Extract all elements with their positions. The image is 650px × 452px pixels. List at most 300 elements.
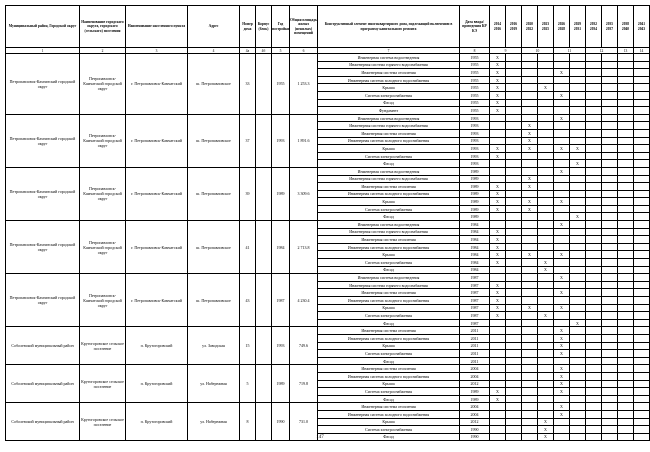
period-mark-cell xyxy=(522,160,538,168)
period-mark-cell xyxy=(490,334,506,342)
period-mark-cell xyxy=(618,205,634,213)
header-cell: Наименование населенного пункта xyxy=(126,6,188,48)
period-mark-cell xyxy=(554,228,570,236)
period-mark-cell xyxy=(618,380,634,388)
period-mark-cell xyxy=(506,160,522,168)
period-mark-cell xyxy=(634,91,650,99)
period-mark-cell: X xyxy=(570,160,586,168)
structural-element-cell: Крыша xyxy=(318,84,460,92)
structural-element-cell: Система электроснабжения xyxy=(318,312,460,320)
structural-element-cell: Система электроснабжения xyxy=(318,205,460,213)
period-mark-cell xyxy=(586,342,602,350)
period-mark-cell xyxy=(602,319,618,327)
municipal-district-cell: Петропавловск-Камчатский городской округ xyxy=(6,221,80,274)
period-mark-cell xyxy=(602,410,618,418)
period-mark-cell xyxy=(538,145,554,153)
period-mark-cell xyxy=(618,228,634,236)
repair-date-cell: 1955 xyxy=(460,76,490,84)
period-mark-cell xyxy=(618,198,634,206)
period-mark-cell xyxy=(538,175,554,183)
house-number-cell: 41 xyxy=(240,221,256,274)
repair-date-cell: 1955 xyxy=(460,91,490,99)
period-mark-cell xyxy=(522,84,538,92)
period-mark-cell: X xyxy=(522,122,538,130)
period-mark-cell xyxy=(570,99,586,107)
period-mark-cell xyxy=(634,221,650,229)
structural-element-cell: Крыша xyxy=(318,418,460,426)
period-mark-cell xyxy=(506,289,522,297)
header-cell: Адрес xyxy=(188,6,240,48)
period-mark-cell xyxy=(554,175,570,183)
repair-date-cell: 1989 xyxy=(460,183,490,191)
period-mark-cell xyxy=(618,259,634,267)
period-mark-cell xyxy=(586,274,602,282)
period-mark-cell: X xyxy=(522,198,538,206)
column-number: 12 xyxy=(586,48,618,54)
structural-element-cell: Фасад xyxy=(318,357,460,365)
period-mark-cell xyxy=(570,426,586,434)
header-cell: Наименование городского округа, городского (сельского) поселения xyxy=(80,6,126,48)
period-mark-cell xyxy=(634,122,650,130)
period-mark-cell xyxy=(602,342,618,350)
period-mark-cell xyxy=(554,129,570,137)
period-mark-cell xyxy=(602,372,618,380)
period-mark-cell xyxy=(538,213,554,221)
period-mark-cell xyxy=(602,281,618,289)
period-mark-cell xyxy=(634,243,650,251)
period-mark-cell xyxy=(538,61,554,69)
structural-element-cell: Инженерная система холодного водоснабжения xyxy=(318,190,460,198)
repair-date-cell: 1984 xyxy=(460,228,490,236)
repair-date-cell: 1989 xyxy=(460,395,490,403)
period-mark-cell xyxy=(602,274,618,282)
period-mark-cell xyxy=(506,395,522,403)
period-mark-cell xyxy=(618,289,634,297)
period-mark-cell xyxy=(634,357,650,365)
period-mark-cell: X xyxy=(490,228,506,236)
period-mark-cell xyxy=(570,243,586,251)
period-mark-cell xyxy=(506,152,522,160)
period-mark-cell xyxy=(570,228,586,236)
house-number-cell: 8 xyxy=(240,403,256,441)
build-year-cell: 1993 xyxy=(272,114,290,167)
period-mark-cell xyxy=(522,410,538,418)
period-mark-cell xyxy=(634,319,650,327)
period-mark-cell xyxy=(506,357,522,365)
repair-date-cell: 1989 xyxy=(460,198,490,206)
period-mark-cell: X xyxy=(554,274,570,282)
period-mark-cell xyxy=(538,388,554,396)
period-mark-cell xyxy=(554,395,570,403)
structural-element-cell: Инженерная система водоотведения xyxy=(318,167,460,175)
address-cell: ш. Петропавловское xyxy=(188,274,240,327)
area-cell: 2 713.8 xyxy=(290,221,318,274)
period-mark-cell xyxy=(602,365,618,373)
repair-date-cell: 1989 xyxy=(460,175,490,183)
period-mark-cell xyxy=(634,395,650,403)
period-mark-cell xyxy=(538,69,554,77)
period-mark-cell xyxy=(634,410,650,418)
period-mark-cell xyxy=(506,312,522,320)
block-cell xyxy=(256,327,272,365)
period-mark-cell xyxy=(554,61,570,69)
period-mark-cell xyxy=(602,137,618,145)
period-mark-cell xyxy=(506,365,522,373)
period-mark-cell: X xyxy=(490,91,506,99)
period-mark-cell xyxy=(538,114,554,122)
period-mark-cell xyxy=(554,319,570,327)
period-mark-cell xyxy=(570,175,586,183)
period-mark-cell xyxy=(602,129,618,137)
build-year-cell: 1990 xyxy=(272,403,290,441)
period-mark-cell xyxy=(522,69,538,77)
repair-date-cell: 1993 xyxy=(460,145,490,153)
period-mark-cell xyxy=(634,388,650,396)
period-mark-cell xyxy=(538,76,554,84)
area-cell: 719.8 xyxy=(290,365,318,403)
period-mark-cell xyxy=(490,365,506,373)
period-mark-cell xyxy=(522,167,538,175)
period-mark-cell xyxy=(490,160,506,168)
structural-element-cell: Инженерная система горячего водоснабжения xyxy=(318,175,460,183)
period-mark-cell xyxy=(618,297,634,305)
period-mark-cell xyxy=(570,266,586,274)
period-mark-cell xyxy=(538,281,554,289)
structural-element-cell: Система электроснабжения xyxy=(318,259,460,267)
repair-date-cell: 2011 xyxy=(460,334,490,342)
period-mark-cell xyxy=(602,205,618,213)
period-mark-cell xyxy=(586,388,602,396)
period-mark-cell xyxy=(602,190,618,198)
period-mark-cell: X xyxy=(522,205,538,213)
period-mark-cell xyxy=(506,91,522,99)
period-mark-cell xyxy=(554,312,570,320)
structural-element-cell: Инженерная система отопления xyxy=(318,236,460,244)
period-mark-cell xyxy=(602,251,618,259)
settlement-cell: Крутогоровское сельское поселение xyxy=(80,365,126,403)
structural-element-cell: Фасад xyxy=(318,395,460,403)
period-mark-cell xyxy=(490,410,506,418)
repair-date-cell: 1984 xyxy=(460,221,490,229)
period-mark-cell xyxy=(506,304,522,312)
period-mark-cell: X xyxy=(490,190,506,198)
period-mark-cell xyxy=(538,54,554,62)
period-mark-cell: X xyxy=(490,99,506,107)
period-mark-cell xyxy=(634,175,650,183)
period-mark-cell xyxy=(538,167,554,175)
period-mark-cell xyxy=(522,221,538,229)
period-mark-cell xyxy=(634,76,650,84)
period-mark-cell xyxy=(538,190,554,198)
period-mark-cell xyxy=(634,114,650,122)
period-mark-cell xyxy=(538,183,554,191)
period-mark-cell xyxy=(634,61,650,69)
period-mark-cell xyxy=(618,403,634,411)
period-mark-cell xyxy=(602,289,618,297)
structural-element-cell: Инженерная система горячего водоснабжения xyxy=(318,228,460,236)
period-mark-cell xyxy=(634,137,650,145)
structural-element-cell: Инженерная система отопления xyxy=(318,403,460,411)
build-year-cell: 1955 xyxy=(272,54,290,115)
period-mark-cell xyxy=(618,152,634,160)
repair-date-cell: 1993 xyxy=(460,152,490,160)
period-mark-cell xyxy=(570,190,586,198)
period-mark-cell xyxy=(634,380,650,388)
structural-element-cell: Система электроснабжения xyxy=(318,426,460,434)
period-mark-cell xyxy=(634,372,650,380)
period-mark-cell xyxy=(570,236,586,244)
period-mark-cell xyxy=(554,122,570,130)
area-cell: 4 230.4 xyxy=(290,274,318,327)
period-mark-cell xyxy=(602,175,618,183)
period-mark-cell xyxy=(602,312,618,320)
repair-date-cell: 1987 xyxy=(460,304,490,312)
period-mark-cell xyxy=(634,167,650,175)
settlement-cell: Петропавловск-Камчатский городской округ xyxy=(80,54,126,115)
period-mark-cell xyxy=(586,114,602,122)
period-mark-cell xyxy=(618,372,634,380)
period-mark-cell xyxy=(522,319,538,327)
period-mark-cell xyxy=(634,152,650,160)
structural-element-cell: Инженерная система отопления xyxy=(318,69,460,77)
period-mark-cell xyxy=(618,266,634,274)
header-cell: Корпус (блок) xyxy=(256,6,272,48)
municipal-district-cell: Петропавловск-Камчатский городской округ xyxy=(6,54,80,115)
period-mark-cell xyxy=(634,228,650,236)
period-mark-cell xyxy=(618,99,634,107)
structural-element-cell: Инженерная система отопления xyxy=(318,289,460,297)
period-mark-cell xyxy=(554,152,570,160)
house-number-cell: 37 xyxy=(240,114,256,167)
period-mark-cell xyxy=(490,213,506,221)
period-mark-cell xyxy=(634,266,650,274)
period-mark-cell xyxy=(570,61,586,69)
period-mark-cell: X xyxy=(554,91,570,99)
period-mark-cell xyxy=(522,213,538,221)
repair-date-cell: 1989 xyxy=(460,213,490,221)
period-mark-cell xyxy=(602,69,618,77)
build-year-cell: 1984 xyxy=(272,221,290,274)
structural-element-cell: Инженерная система холодного водоснабжения xyxy=(318,76,460,84)
block-cell xyxy=(256,54,272,115)
period-mark-cell xyxy=(570,84,586,92)
repair-date-cell: 2011 xyxy=(460,350,490,358)
period-mark-cell xyxy=(618,251,634,259)
period-mark-cell xyxy=(506,350,522,358)
period-mark-cell xyxy=(570,372,586,380)
table-row xyxy=(6,327,650,335)
period-mark-cell xyxy=(586,61,602,69)
period-mark-cell: X xyxy=(522,129,538,137)
column-number: 2 xyxy=(80,48,126,54)
period-mark-cell xyxy=(506,145,522,153)
period-mark-cell: X xyxy=(554,221,570,229)
period-mark-cell xyxy=(522,236,538,244)
structural-element-cell: Крыша xyxy=(318,251,460,259)
period-mark-cell xyxy=(570,183,586,191)
locality-cell: п. Крутогоровский xyxy=(126,365,188,403)
period-mark-cell xyxy=(634,183,650,191)
period-mark-cell xyxy=(570,380,586,388)
period-mark-cell xyxy=(506,319,522,327)
period-mark-cell xyxy=(490,129,506,137)
period-mark-cell xyxy=(586,266,602,274)
structural-element-cell: Фасад xyxy=(318,433,460,441)
period-mark-cell xyxy=(506,137,522,145)
period-mark-cell xyxy=(618,350,634,358)
capital-repair-table xyxy=(5,5,650,441)
period-mark-cell xyxy=(618,160,634,168)
table-row xyxy=(6,114,650,122)
period-mark-cell: X xyxy=(490,69,506,77)
period-mark-cell xyxy=(618,312,634,320)
period-mark-cell: X xyxy=(490,395,506,403)
repair-date-cell: 1987 xyxy=(460,297,490,305)
locality-cell: п. Крутогоровский xyxy=(126,327,188,365)
period-mark-cell xyxy=(618,213,634,221)
repair-date-cell: 2011 xyxy=(460,327,490,335)
header-cell: 2032 2034 xyxy=(586,6,602,48)
address-cell: ш. Петропавловское xyxy=(188,221,240,274)
structural-element-cell: Инженерная система водоотведения xyxy=(318,274,460,282)
structural-element-cell: Крыша xyxy=(318,304,460,312)
period-mark-cell: X xyxy=(554,350,570,358)
period-mark-cell xyxy=(602,213,618,221)
period-mark-cell: X xyxy=(490,281,506,289)
period-mark-cell xyxy=(586,175,602,183)
table-row xyxy=(6,167,650,175)
period-mark-cell xyxy=(586,91,602,99)
period-mark-cell xyxy=(522,297,538,305)
address-cell: ш. Петропавловское xyxy=(188,54,240,115)
period-mark-cell xyxy=(586,297,602,305)
period-mark-cell xyxy=(618,274,634,282)
period-mark-cell xyxy=(618,410,634,418)
period-mark-cell xyxy=(554,99,570,107)
period-mark-cell xyxy=(602,228,618,236)
period-mark-cell: X xyxy=(490,205,506,213)
period-mark-cell xyxy=(506,54,522,62)
period-mark-cell xyxy=(506,251,522,259)
period-mark-cell xyxy=(538,99,554,107)
period-mark-cell xyxy=(586,319,602,327)
period-mark-cell xyxy=(618,54,634,62)
period-mark-cell xyxy=(538,91,554,99)
period-mark-cell: X xyxy=(522,251,538,259)
period-mark-cell xyxy=(554,183,570,191)
header-cell: Муниципальный район, Городской округ xyxy=(6,6,80,48)
period-mark-cell: X xyxy=(570,319,586,327)
period-mark-cell xyxy=(634,304,650,312)
area-cell: 1 891.6 xyxy=(290,114,318,167)
period-mark-cell xyxy=(506,167,522,175)
period-mark-cell xyxy=(570,350,586,358)
period-mark-cell xyxy=(586,228,602,236)
period-mark-cell xyxy=(490,167,506,175)
period-mark-cell xyxy=(538,395,554,403)
period-mark-cell xyxy=(538,410,554,418)
repair-date-cell: 2004 xyxy=(460,365,490,373)
repair-date-cell: 2011 xyxy=(460,342,490,350)
period-mark-cell xyxy=(538,350,554,358)
period-mark-cell xyxy=(602,426,618,434)
repair-date-cell: 1987 xyxy=(460,274,490,282)
period-mark-cell xyxy=(554,137,570,145)
period-mark-cell xyxy=(506,236,522,244)
period-mark-cell xyxy=(602,183,618,191)
repair-date-cell: 1989 xyxy=(460,205,490,213)
period-mark-cell xyxy=(522,243,538,251)
period-mark-cell xyxy=(522,91,538,99)
column-number: 3 xyxy=(126,48,188,54)
period-mark-cell xyxy=(506,221,522,229)
period-mark-cell xyxy=(618,418,634,426)
table-row xyxy=(6,365,650,373)
structural-element-cell: Инженерная система отопления xyxy=(318,183,460,191)
period-mark-cell xyxy=(618,281,634,289)
period-mark-cell xyxy=(634,274,650,282)
structural-element-cell: Фасад xyxy=(318,160,460,168)
period-mark-cell xyxy=(602,84,618,92)
repair-date-cell: 1993 xyxy=(460,122,490,130)
period-mark-cell xyxy=(554,76,570,84)
header-cell: 2016 2019 xyxy=(506,6,522,48)
period-mark-cell: X xyxy=(554,365,570,373)
period-mark-cell xyxy=(522,334,538,342)
period-mark-cell: X xyxy=(490,76,506,84)
period-mark-cell xyxy=(506,129,522,137)
period-mark-cell xyxy=(554,107,570,115)
locality-cell: г. Петропавловск-Камчатский xyxy=(126,274,188,327)
structural-element-cell: Фасад xyxy=(318,99,460,107)
period-mark-cell: X xyxy=(490,84,506,92)
period-mark-cell xyxy=(602,243,618,251)
period-mark-cell xyxy=(538,327,554,335)
period-mark-cell: X xyxy=(490,236,506,244)
period-mark-cell xyxy=(618,61,634,69)
period-mark-cell xyxy=(586,205,602,213)
period-mark-cell xyxy=(570,327,586,335)
period-mark-cell xyxy=(618,91,634,99)
period-mark-cell xyxy=(538,137,554,145)
period-mark-cell xyxy=(570,107,586,115)
period-mark-cell xyxy=(490,327,506,335)
repair-date-cell: 1984 xyxy=(460,236,490,244)
period-mark-cell xyxy=(506,190,522,198)
period-mark-cell: X xyxy=(490,388,506,396)
period-mark-cell xyxy=(538,122,554,130)
period-mark-cell xyxy=(634,213,650,221)
period-mark-cell xyxy=(538,221,554,229)
period-mark-cell xyxy=(522,54,538,62)
period-mark-cell xyxy=(522,365,538,373)
period-mark-cell: X xyxy=(538,312,554,320)
period-mark-cell xyxy=(586,259,602,267)
column-number: 4 xyxy=(188,48,240,54)
period-mark-cell xyxy=(490,372,506,380)
period-mark-cell: X xyxy=(490,61,506,69)
structural-element-cell: Фасад xyxy=(318,213,460,221)
build-year-cell: 1989 xyxy=(272,365,290,403)
period-mark-cell xyxy=(602,54,618,62)
repair-date-cell: 1993 xyxy=(460,114,490,122)
header-cell: 2026 2028 xyxy=(554,6,570,48)
period-mark-cell xyxy=(506,403,522,411)
period-mark-cell xyxy=(554,190,570,198)
structural-element-cell: Инженерная система холодного водоснабжения xyxy=(318,297,460,305)
repair-date-cell: 1987 xyxy=(460,319,490,327)
period-mark-cell xyxy=(586,327,602,335)
